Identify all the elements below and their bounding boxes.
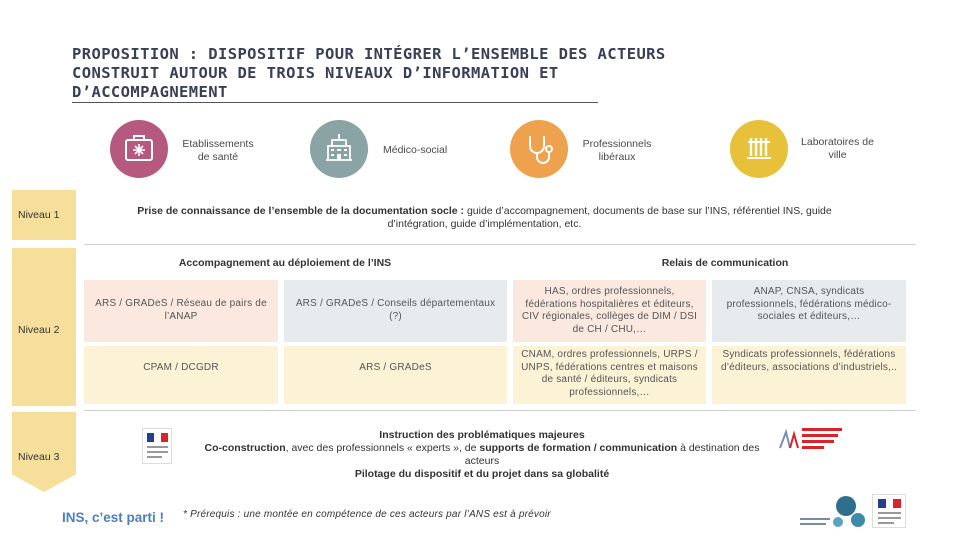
cell-n2-r2-c4: Syndicats professionnels, fédérations d’éditeurs, associations d’industriels,.. xyxy=(712,346,906,404)
level-1-label: Niveau 1 xyxy=(18,209,60,221)
cell-n2-r1-c1: ARS / GRADeS / Réseau de pairs de l’ANAP xyxy=(84,280,278,342)
actor-label-laboratoires: Laboratoires de ville xyxy=(801,136,874,161)
cell-n2-r2-c3: CNAM, ordres professionnels, URPS / UNPS, fédérations centres et maisons de santé / éditeurs, syndicats professionnels,… xyxy=(513,346,706,404)
cell-n2-r1-c4: ANAP, CNSA, syndicats professionnels, fédérations médico-sociales et éditeurs,… xyxy=(712,280,906,342)
ministere-logo xyxy=(872,494,906,528)
niveau-3-text: Instruction des problématiques majeures Co-construction, avec des professionnels « experts », de supports de formation / communication à destination des acteurs Pilotage du dispositif et du projet dans sa globalité xyxy=(204,429,760,480)
actor-label-liberaux: Professionnels libéraux xyxy=(582,138,652,163)
level-3-label: Niveau 3 xyxy=(18,451,60,463)
actor-label-etablissements: Etablissements de santé xyxy=(182,138,254,163)
medical-bag-icon xyxy=(110,120,168,178)
title-underline xyxy=(72,102,598,103)
title-line-3: D’ACCOMPAGNEMENT xyxy=(72,83,228,101)
actor-label-medico-social: Médico-social xyxy=(383,144,448,156)
title-line-2: CONSTRUIT AUTOUR DE TROIS NIVEAUX D’INFORMATION ET xyxy=(72,64,559,82)
level-2-label: Niveau 2 xyxy=(18,324,60,336)
divider-2 xyxy=(84,410,916,411)
header-relais: Relais de communication xyxy=(661,257,789,269)
agence-numerique-sante-logo xyxy=(778,424,844,452)
header-accompagnement: Accompagnement au déploiement de l’INS xyxy=(178,257,392,269)
partners-circles-logo xyxy=(800,494,866,530)
cell-n2-r2-c1: CPAM / DCGDR xyxy=(84,346,278,404)
building-icon xyxy=(310,120,368,178)
footnote: * Prérequis : une montée en compétence de ces acteurs par l’ANS est à prévoir xyxy=(183,509,551,520)
page-title xyxy=(72,45,812,102)
divider-1 xyxy=(84,244,916,245)
niveau-1-text: Prise de connaissance de l’ensemble de la documentation socle : guide d’accompagnement, documents de base sur l’INS, référentiel INS, guide d’intégration, guide d’implémentation, etc. xyxy=(137,205,832,230)
cell-n2-r1-c3: HAS, ordres professionnels, fédérations hospitalières et éditeurs, CIV régionales, collèges de DIM / DSI de CH / CHU,… xyxy=(513,280,706,342)
ins-cest-parti-logo: INS, c’est parti ! xyxy=(62,510,165,525)
test-tubes-icon xyxy=(730,120,788,178)
cell-n2-r2-c2: ARS / GRADeS xyxy=(284,346,507,404)
title-line-1: PROPOSITION : DISPOSITIF POUR INTÉGRER L’ENSEMBLE DES ACTEURS xyxy=(72,45,666,63)
cell-n2-r1-c2: ARS / GRADeS / Conseils départementaux (?) xyxy=(284,280,507,342)
republique-francaise-logo xyxy=(142,428,172,464)
stethoscope-icon xyxy=(510,120,568,178)
